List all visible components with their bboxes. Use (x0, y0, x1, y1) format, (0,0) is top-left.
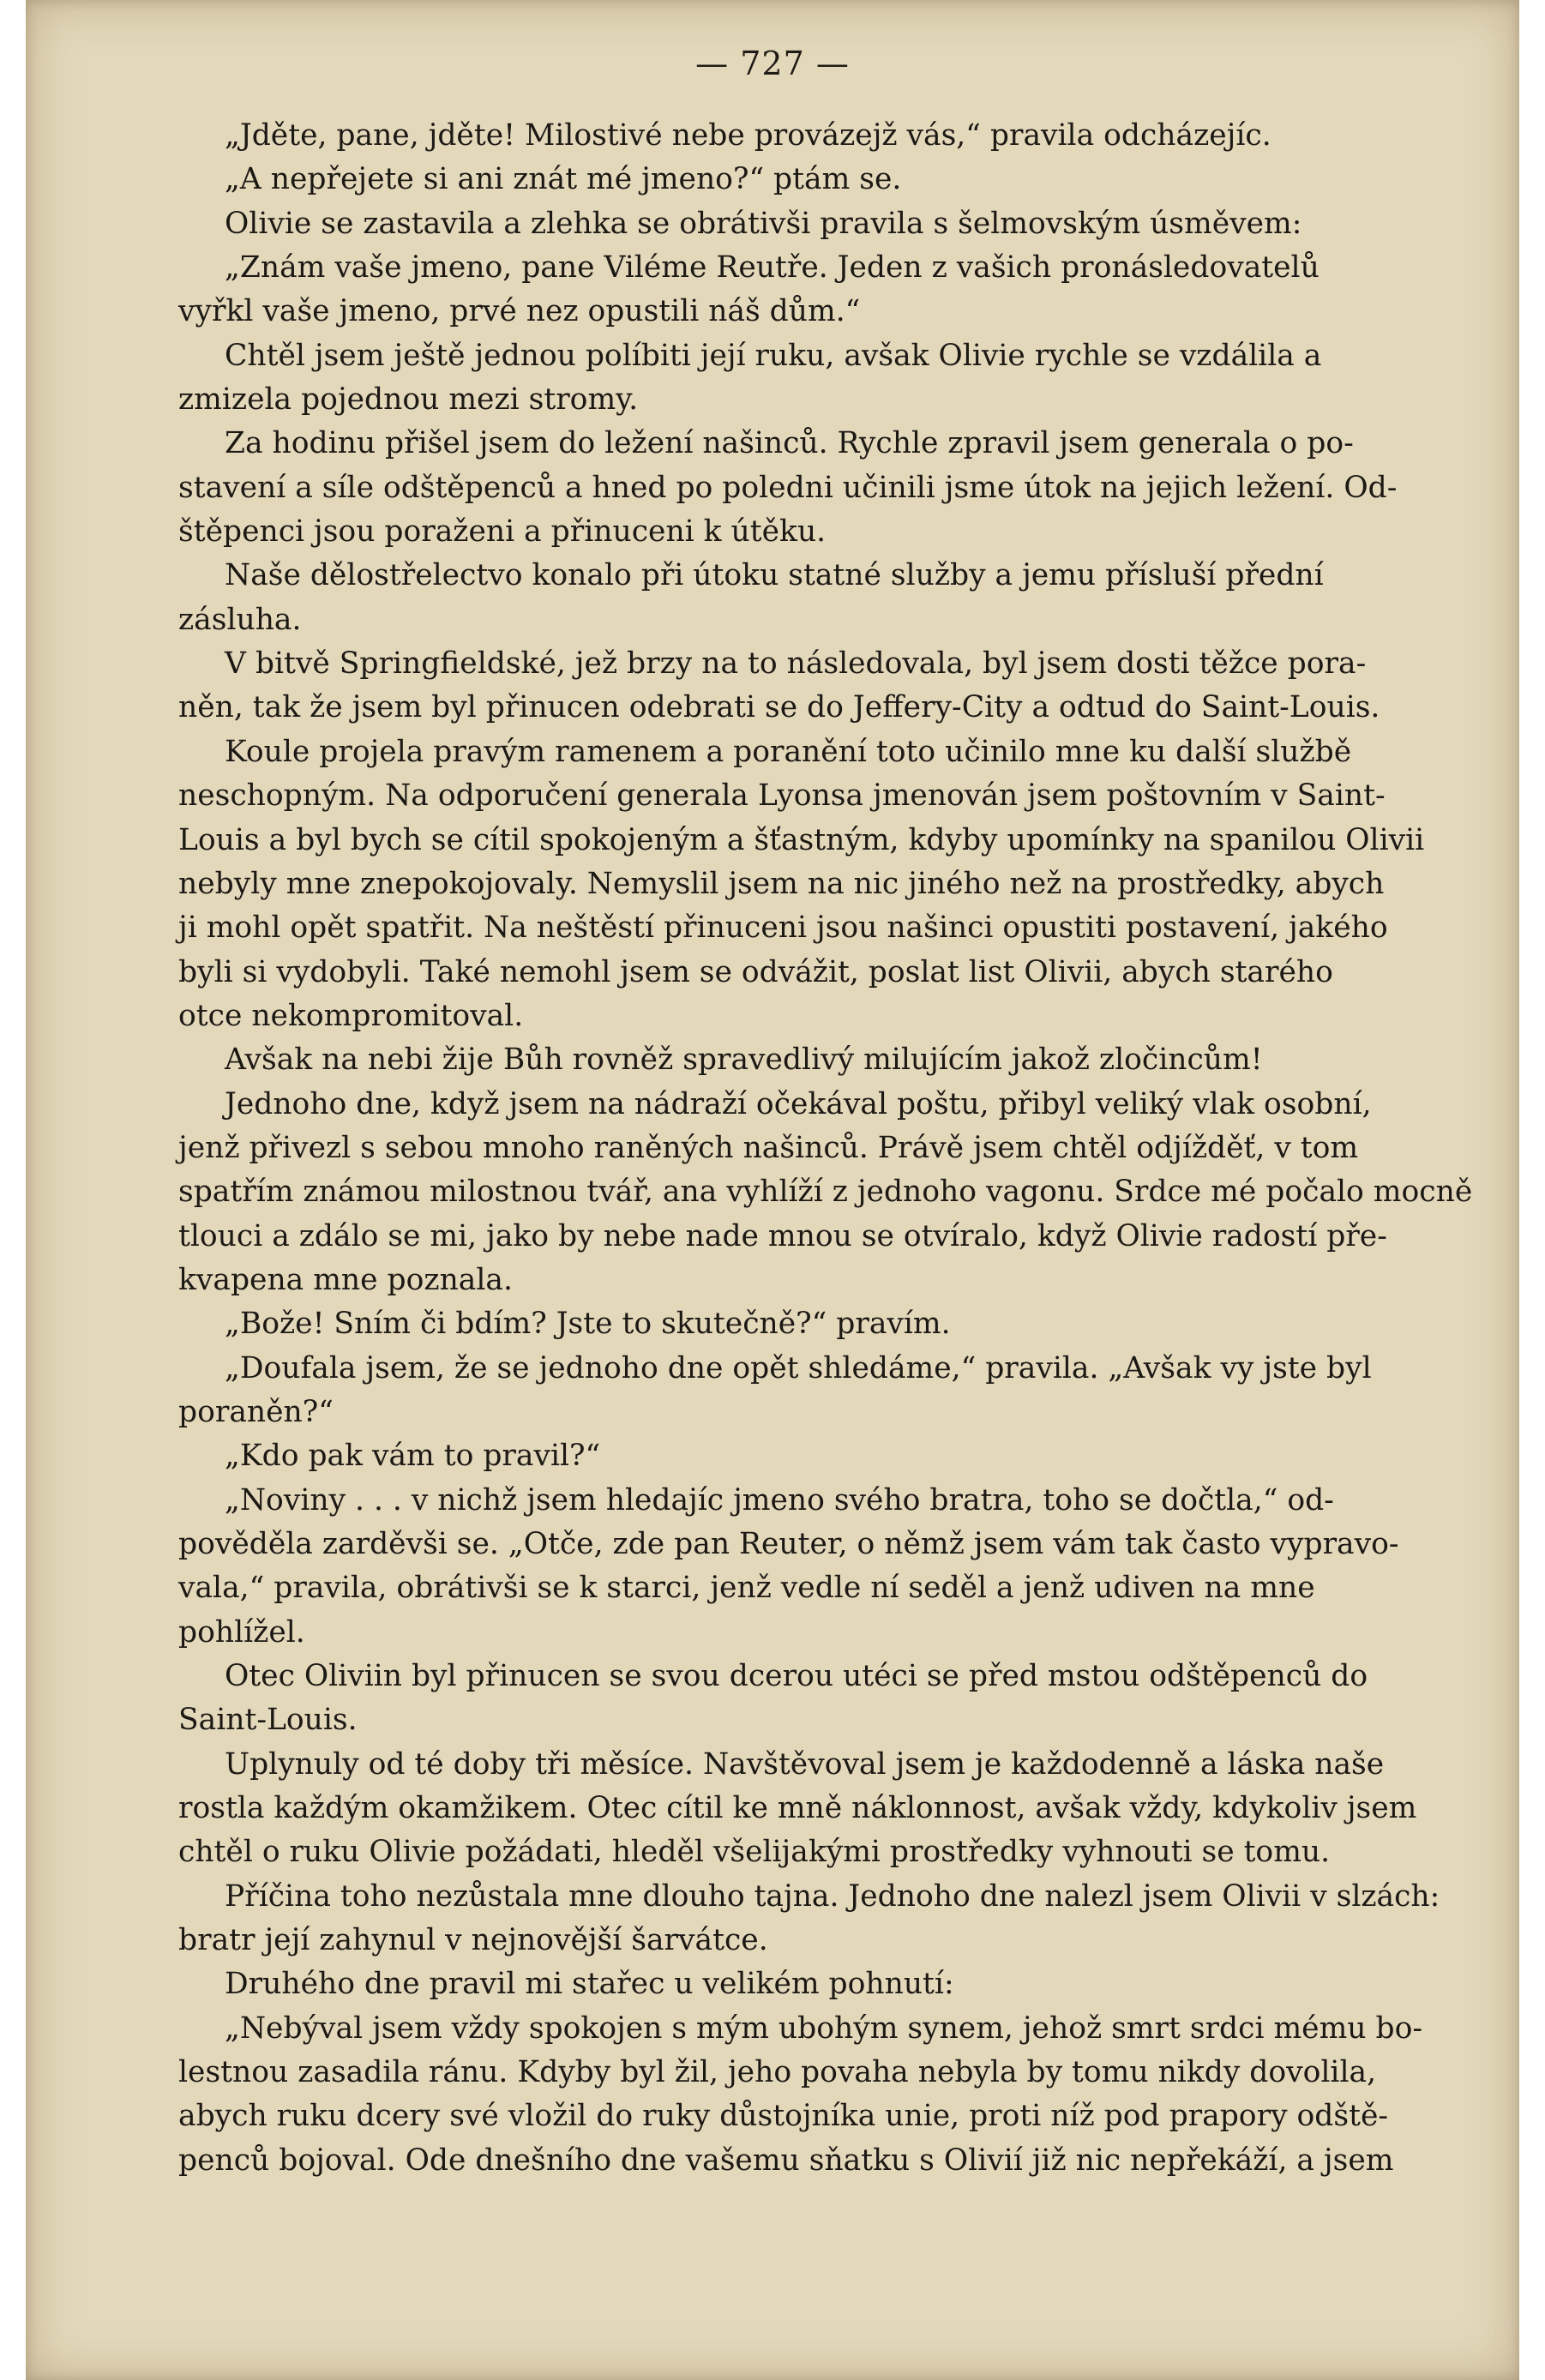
paragraph: Olivie se zastavila a zlehka se obrátivši pravila s šelmovským úsměvem: (225, 206, 1302, 241)
paragraph: Avšak na nebi žije Bůh rovněž spravedlivý milujícím jakož zločincům! (225, 1043, 1263, 1078)
paragraph: „Kdo pak vám to pravil?“ (225, 1439, 601, 1474)
paragraph: „A nepřejete si ani znát mé jmeno?“ ptám se. (225, 162, 902, 197)
paragraph: Chtěl jsem ještě jednou políbiti její ruku, avšak Olivie rychle se vzdálila a zmizela pojednou mezi stromy. (178, 338, 1322, 418)
page-number: — 727 — (695, 45, 850, 82)
paragraph: „Noviny . . . v nichž jsem hledajíc jmeno svého bratra, toho se dočtla,“ od- pověděla zarděvši se. „Otče, zde pan Reuter, o němž jsem vám tak často vypravo- vala,“ pravila, obrátivši se k starci, jenž vedle ní seděl a jenž udiven na mne pohlížel. (178, 1482, 1399, 1650)
paragraph: Naše dělostřelectvo konalo při útoku statné služby a jemu přísluší přední zásluha. (178, 558, 1324, 637)
paragraph: „Bože! Sním či bdím? Jste to skutečně?“ pravím. (225, 1307, 951, 1342)
paragraph: „Jděte, pane, jděte! Milostivé nebe provázejž vás,“ pravila odcházejíc. (225, 118, 1271, 153)
body-text (178, 114, 1486, 2183)
paragraph: Koule projela pravým ramenem a poranění toto učinilo mne ku další službě neschopným. Na odporučení generala Lyonsa jmenován jsem poštovním v Saint- Louis a byl bych se cítil spokojeným a šťastným, kdyby upomínky na spanilou Olivii nebyly mne znepokojovaly. Nemyslil jsem na nic jiného než na prostředky, abych ji mohl opět spatřit. Na neštěstí přinuceni jsou našinci opustiti postavení, jakého byli si vydobyli. Také nemohl jsem se odvážit, poslat list Olivii, abych starého otce nekompromitoval. (178, 734, 1425, 1033)
paragraph: Příčina toho nezůstala mne dlouho tajna. Jednoho dne nalezl jsem Olivii v slzách: bratr její zahynul v nejnovější šarvátce. (178, 1878, 1440, 1958)
book-page (26, 0, 1519, 2380)
paragraph: „Nebýval jsem vždy spokojen s mým ubohým synem, jehož smrt srdci mému bo- lestnou zasadila ránu. Kdyby byl žil, jeho povaha nebyla by tomu nikdy dovolila, abych ruku dcery své vložil do ruky důstojníka unie, proti níž pod prapory odště- penců bojoval. Ode dnešního dne vašemu sňatku s Olivií již nic nepřekáží, a jsem (178, 2010, 1422, 2178)
paragraph: Jednoho dne, když jsem na nádraží očekával poštu, přibyl veliký vlak osobní, jenž přivezl s sebou mnoho raněných našinců. Právě jsem chtěl odjížděť, v tom spatřím známou milostnou tvář, ana vyhlíží z jednoho vagonu. Srdce mé počalo mocně tlouci a zdálo se mi, jako by nebe nade mnou se otvíralo, když Olivie radostí pře- kvapena mne poznala. (178, 1086, 1473, 1297)
paragraph: Druhého dne pravil mi stařec u velikém pohnutí: (225, 1967, 954, 2002)
paragraph: V bitvě Springfieldské, jež brzy na to následovala, byl jsem dosti těžce pora- něn, tak že jsem byl přinucen odebrati se do Jeffery-City a odtud do Saint-Louis. (178, 646, 1380, 725)
paragraph: Uplynuly od té doby tři měsíce. Navštěvoval jsem je každodenně a láska naše rostla každým okamžikem. Otec cítil ke mně náklonnost, avšak vždy, kdykoliv jsem chtěl o ruku Olivie požádati, hleděl všelijakými prostředky vyhnouti se tomu. (178, 1746, 1417, 1870)
paragraph: „Doufala jsem, že se jednoho dne opět shledáme,“ pravila. „Avšak vy jste byl poraněn?“ (178, 1350, 1372, 1429)
paragraph: Otec Oliviin byl přinucen se svou dcerou utéci se před mstou odštěpenců do Saint-Louis. (178, 1659, 1368, 1738)
paragraph: Za hodinu přišel jsem do ležení našinců. Rychle zpravil jsem generala o po- stavení a síle odštěpenců a hned po poledni učinili jsme útok na jejich ležení. Od- štěpenci jsou poraženi a přinuceni k útěku. (178, 426, 1398, 550)
paragraph: „Znám vaše jmeno, pane Viléme Reutře. Jeden z vašich pronásledovatelů vyřkl vaše jmeno, prvé nez opustili náš dům.“ (178, 250, 1320, 329)
